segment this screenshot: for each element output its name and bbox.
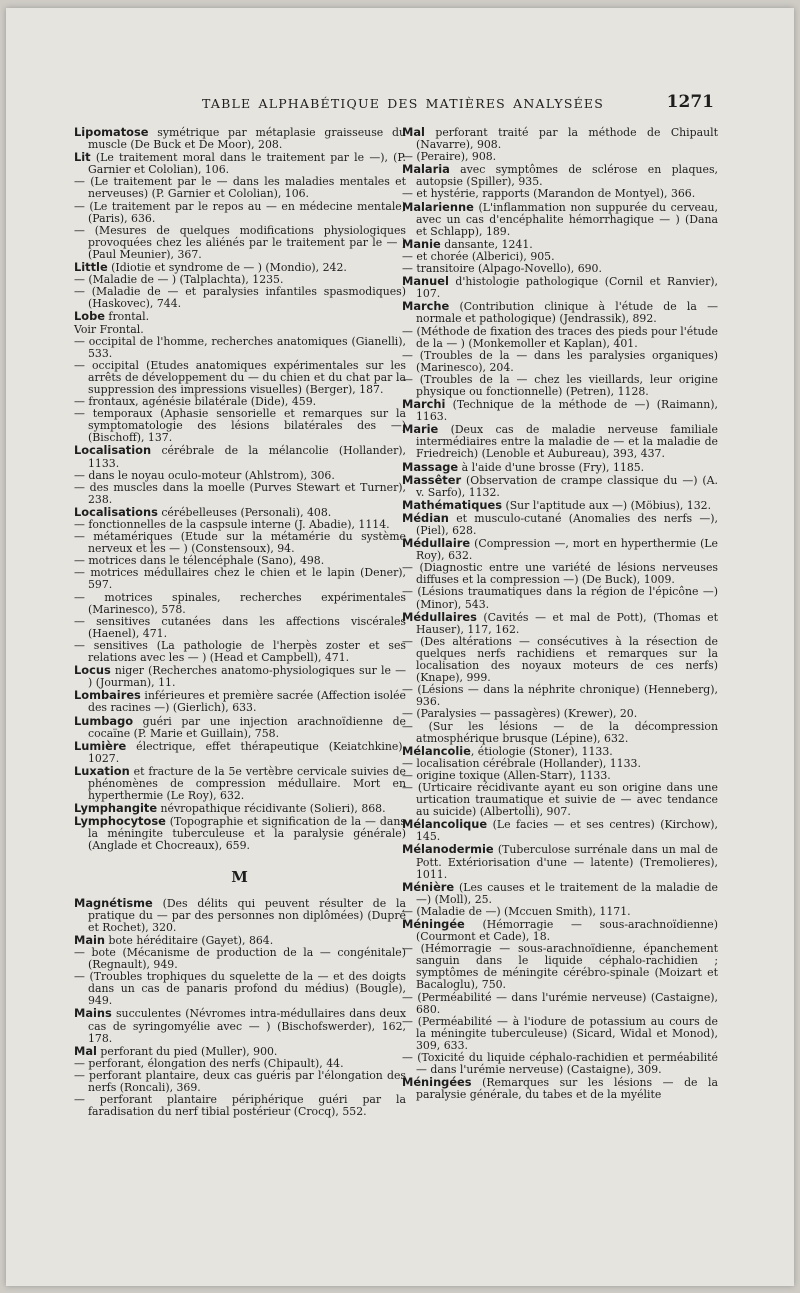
index-entry-text: à l'aide d'une brosse (Fry), 1185.: [458, 460, 645, 474]
index-entry: [74, 176, 406, 200]
index-entry-text: — (Perméabilité — à l'iodure de potassium au cours de la méningite tuberculeuse) (Sicard, Widal et Monod), 309, 633.: [402, 1014, 718, 1052]
index-entry-text: (Hémorragie — sous-arachnoïdienne) (Courmont et Cade), 18.: [416, 918, 718, 944]
index-entry-text: — transitoire (Alpago-Novello), 690.: [402, 262, 602, 276]
index-entry-text: (L'inflammation non suppurée du cerveau, avec un cas d'encéphalite hémorrhagique — ) (Dana et Schlapp), 189.: [416, 200, 718, 238]
index-entry-text: (Des délits qui peuvent résulter de la pratique du — par des personnes non diplômées) (Dupré et Rochet), 320.: [88, 896, 406, 934]
index-entry: [402, 499, 718, 512]
index-entry-text: bote héréditaire (Gayet), 864.: [105, 933, 274, 947]
index-entry-text: — (Toxicité du liquide céphalo-rachidien et perméabilité — dans l'urémie nerveuse) (Castaigne), 309.: [402, 1051, 718, 1077]
index-entry-text: — (Le traitement par le repos au — en médecine mentale) (Paris), 636.: [74, 199, 406, 225]
index-entry: [402, 636, 718, 684]
index-entry-text: — (Troubles de la — dans les paralysies organiques) (Marinesco), 204.: [402, 348, 718, 374]
index-keyword: Lobe: [74, 309, 105, 324]
index-entry: [402, 512, 718, 537]
index-entry-text: d'histologie pathologique (Cornil et Ranvier), 107.: [416, 275, 718, 301]
index-entry-text: , étiologie (Stoner), 1133.: [470, 744, 613, 758]
index-entry-text: — fonctionnelles de la caspsule interne (J. Abadie), 1114.: [74, 518, 390, 531]
index-entry: [402, 843, 718, 880]
index-block-l: [74, 126, 406, 853]
index-entry-text: — (Troubles de la — chez les vieillards, leur origine physique ou fonctionnelle) (Petren), 1128.: [402, 372, 718, 398]
index-entry: [402, 992, 718, 1016]
index-entry-text: — perforant, élongation des nerfs (Chipault), 44.: [74, 1056, 344, 1070]
index-entry-text: succulentes (Névromes intra-médullaires dans deux cas de syringomyélie avec — ) (Bischofswerder), 162, 178.: [88, 1007, 406, 1045]
index-entry-text: (Le facies — et ses centres) (Kirchow), 145.: [416, 818, 718, 844]
index-entry: [402, 881, 718, 906]
index-keyword: Lymphocytose: [74, 814, 166, 829]
index-entry-text: (Le traitement moral dans le traitement par le —), (P. Garnier et Cololian), 106.: [88, 151, 406, 177]
index-entry: [402, 1052, 718, 1076]
index-entry: [74, 225, 406, 261]
index-keyword: Marie: [402, 422, 439, 437]
index-entry-text: — (Paralysies — passagères) (Krewer), 20.: [402, 707, 638, 721]
index-entry-text: — dans le noyau oculo-moteur (Ahlstrom), 306.: [74, 468, 335, 482]
index-entry: [74, 336, 406, 360]
index-entry: [402, 201, 718, 238]
index-entry: [74, 616, 406, 640]
index-entry: [402, 1016, 718, 1052]
index-keyword: Lumière: [74, 738, 127, 753]
index-entry-text: — (Lésions — dans la néphrite chronique) (Henneberg), 936.: [402, 683, 718, 709]
index-keyword: Magnétisme: [74, 895, 153, 910]
page-number: 1271: [666, 92, 714, 112]
index-entry: [74, 640, 406, 664]
index-entry: [402, 326, 718, 350]
index-entry: [74, 1070, 406, 1094]
index-keyword: Manuel: [402, 274, 449, 289]
index-entry: [402, 374, 718, 398]
index-entry: [74, 286, 406, 310]
index-block-m-continued: [402, 126, 718, 1101]
index-entry: [402, 474, 718, 499]
index-entry-text: — et chorée (Alberici), 905.: [402, 249, 555, 263]
index-keyword: Médullaire: [402, 536, 471, 551]
index-entry-text: — (Lésions traumatiques dans la région de l'épicône —) (Minor), 543.: [402, 585, 718, 611]
index-keyword: Mélancolique: [402, 817, 488, 832]
index-entry: [74, 815, 406, 852]
index-entry: [74, 482, 406, 506]
index-entry-text: et musculo-cutané (Anomalies des nerfs —), (Piel), 628.: [416, 511, 718, 537]
index-entry-text: (Remarques sur les lésions — de la paralysie générale, du tabes et de la myélite: [416, 1076, 718, 1102]
index-entry-text: guéri par une injection arachnoïdienne de cocaïne (P. Marie et Guillain), 758.: [88, 714, 406, 740]
index-keyword: Manie: [402, 236, 441, 251]
index-keyword: Localisations: [74, 504, 158, 519]
index-entry-text: — (Maladie de — et paralysies infantiles spasmodiques) (Haskovec), 744.: [74, 285, 406, 311]
index-entry-text: — (Méthode de fixation des traces des pieds pour l'étude de la — ) (Monkemoller et Kaplan), 401.: [402, 324, 718, 350]
index-keyword: Méningées: [402, 1075, 472, 1090]
index-keyword: Méningée: [402, 917, 465, 931]
index-entry-text: — (Maladie de — ) (Talplachta), 1235.: [74, 273, 284, 287]
index-keyword: Ménière: [402, 879, 455, 894]
index-entry-text: — motrices spinales, recherches expérimentales (Marinesco), 578.: [74, 590, 406, 616]
index-keyword: Massêter: [402, 472, 462, 487]
index-keyword: Mélanodermie: [402, 842, 494, 857]
index-entry-text: — sensitives (La pathologie de l'herpès zoster et ses relations avec les — ) (Head et Campbell), 471.: [74, 638, 406, 665]
right-column: [402, 126, 718, 1101]
index-keyword: Marchi: [402, 397, 446, 412]
index-entry: [74, 740, 406, 765]
index-entry-text: Voir Frontal.: [74, 322, 144, 336]
index-entry: [402, 263, 718, 275]
index-entry: [74, 151, 406, 176]
index-entry-text: — origine toxique (Allen-Starr), 1133.: [402, 768, 611, 782]
index-entry-text: — frontaux, agénésie bilatérale (Dide), 459.: [74, 395, 317, 409]
index-entry-text: (Idiotie et syndrome de — ) (Mondio), 242.: [107, 261, 347, 275]
index-keyword: Localisation: [74, 443, 152, 458]
index-entry-text: (Cavités — et mal de Pott), (Thomas et Hauser), 117, 162.: [416, 610, 718, 636]
index-entry-text: (Sur l'aptitude aux —) (Möbius), 132.: [501, 498, 712, 512]
index-keyword: Mains: [74, 1006, 112, 1021]
index-entry-text: — localisation cérébrale (Hollander), 1133.: [402, 756, 641, 770]
section-letter-m: M: [231, 867, 249, 886]
index-entry-text: symétrique par métaplasie graisseuse du muscle (De Buck et De Moor), 208.: [88, 126, 406, 152]
index-keyword: Lipomatose: [74, 125, 149, 139]
index-entry-text: — motrices médullaires chez le chien et le lapin (Dener), 597.: [74, 566, 406, 592]
index-entry-text: perforant du pied (Muller), 900.: [96, 1044, 278, 1058]
index-entry: [402, 918, 718, 943]
index-entry-text: — sensitives cutanées dans les affections viscérales (Haenel), 471.: [74, 614, 406, 640]
index-entry-text: — (Le traitement par le — dans les maladies mentales et nerveuses) (P. Garnier et Cololian), 106.: [74, 175, 406, 201]
index-entry-text: — métamériques (Etude sur la métamérie du système nerveux et les — ) (Constensoux), 94.: [74, 530, 406, 556]
index-entry: [74, 126, 406, 151]
index-entry-text: et fracture de la 5e vertèbre cervicale suivies de phénomènes de compression médullaire. Mort en hyperthermie (Le Roy), 632.: [88, 764, 406, 803]
index-entry: [402, 782, 718, 818]
index-keyword: Mathématiques: [402, 497, 502, 512]
index-entry-text: frontal.: [104, 310, 150, 324]
index-entry: [402, 721, 718, 745]
page-header: [6, 92, 794, 116]
index-entry-text: (Topographie et signification de la — dans la méningite tuberculeuse et la paralysie générale) (Anglade et Chocreaux), 659.: [88, 815, 406, 853]
index-entry: [402, 1076, 718, 1101]
index-entry-text: (Deux cas de maladie nerveuse familiale intermédiaires entre la maladie de — et la maladie de Friedreich) (Lenoble et Aubureau), 393, 437.: [416, 423, 718, 461]
index-entry: [402, 943, 718, 991]
index-entry: [74, 1007, 406, 1044]
index-entry-text: cérébelleuses (Personali), 408.: [157, 505, 332, 519]
index-entry-text: — (Hémorragie — sous-arachnoïdienne, épanchement sanguin dans le liquide céphalo-rachidien ; symptômes de méningite cérébro-spinale (Moizart et Bacaloglu), 750.: [402, 942, 718, 992]
index-entry-text: — motrices dans le télencéphale (Sano), 498.: [74, 554, 325, 568]
index-entry: [402, 684, 718, 708]
index-entry: [402, 398, 718, 423]
index-entry: [402, 537, 718, 562]
index-entry: [74, 765, 406, 802]
index-keyword: Little: [74, 260, 108, 275]
index-block-m: [74, 897, 406, 1119]
index-keyword: Lombaires: [74, 688, 141, 703]
index-entry-text: niger (Recherches anatomo-physiologiques sur le — ) (Jourman), 11.: [88, 664, 406, 690]
index-entry: [74, 1094, 406, 1118]
index-entry-text: — (Mesures de quelques modifications physiologiques provoquées chez les aliénés par le traitement par le — ) (Paul Meunier), 367.: [74, 223, 406, 261]
index-keyword: Mélancolie: [402, 743, 471, 758]
index-entry: [74, 444, 406, 469]
index-entry-text: — perforant plantaire périphérique guéri par la faradisation du nerf tibial postérieur (Crocq), 552.: [74, 1093, 406, 1119]
index-entry: [74, 360, 406, 396]
index-entry-text: — occipital de l'homme, recherches anatomiques (Gianelli), 533.: [74, 334, 406, 360]
index-entry: [402, 818, 718, 843]
index-keyword: Locus: [74, 663, 111, 678]
index-entry-text: (Compression —, mort en hyperthermie (Le Roy), 632.: [416, 537, 718, 563]
index-entry: [74, 947, 406, 971]
index-entry-text: électrique, effet thérapeutique (Keiatchkine), 1027.: [88, 739, 406, 765]
index-entry: [74, 201, 406, 225]
index-entry: [74, 971, 406, 1007]
index-keyword: Malarienne: [402, 199, 474, 214]
index-entry-text: — bote (Mécanisme de production de la — congénitale) (Regnault), 949.: [74, 946, 406, 972]
index-entry-text: — (Troubles trophiques du squelette de la — et des doigts dans un cas de panaris profond du médius) (Bougle), 949.: [74, 970, 406, 1008]
index-keyword: Lumbago: [74, 713, 134, 728]
index-entry: [74, 897, 406, 934]
index-entry: [74, 567, 406, 591]
index-keyword: Médullaires: [402, 609, 477, 624]
index-entry-text: — occipital (Etudes anatomiques expérimentales sur les arrêts de développement du — du chien et du chat par la suppression des impressions visuelles) (Berger), 187.: [74, 358, 406, 396]
index-entry: [402, 586, 718, 610]
index-entry-text: (Observation de crampe classique du —) (A. v. Sarfo), 1132.: [416, 473, 718, 499]
index-entry-text: (Les causes et le traitement de la maladie de —) (Moll), 25.: [416, 880, 718, 906]
index-entry-text: inférieures et première sacrée (Affection isolée des racines —) (Gierlich), 633.: [88, 689, 406, 715]
index-entry-text: avec symptômes de sclérose en plaques, autopsie (Spiller), 935.: [416, 163, 718, 189]
index-keyword: Lit: [74, 150, 91, 165]
index-entry: [74, 408, 406, 444]
index-entry: [74, 689, 406, 714]
index-entry: [402, 562, 718, 586]
index-entry-text: — et hystérie, rapports (Marandon de Montyel), 366.: [402, 187, 696, 201]
index-entry: [402, 275, 718, 300]
running-title: TABLE ALPHABÉTIQUE DES MATIÈRES ANALYSÉES: [202, 96, 605, 111]
index-entry-text: dansante, 1241.: [440, 237, 533, 251]
document-page: [6, 8, 794, 1286]
index-keyword: Malaria: [402, 162, 450, 177]
index-entry-text: (Technique de la méthode de —) (Raimann), 1163.: [416, 398, 718, 424]
index-keyword: Massage: [402, 459, 459, 474]
index-entry-text: — temporaux (Aphasie sensorielle et remarques sur la symptomatologie des lésions bilatérales des —) (Bischoff), 137.: [74, 407, 406, 445]
index-entry: [74, 531, 406, 555]
index-entry-text: — (Urticaire récidivante ayant eu son origine dans une urtication traumatique et suivie de — avec tendance au suicide) (Albertolli), 907.: [402, 780, 718, 819]
left-column: [74, 126, 406, 1118]
index-entry-text: cérébrale de la mélancolie (Hollander), 1133.: [88, 444, 406, 470]
index-entry: [402, 611, 718, 636]
index-entry: [402, 423, 718, 460]
index-entry: [402, 126, 718, 151]
index-entry-text: (Tuberculose surrénale dans un mal de Pott. Extériorisation d'une — latente) (Tremolieres), 1011.: [416, 843, 718, 881]
index-entry: [74, 715, 406, 740]
index-entry-text: névropathique récidivante (Solieri), 868.: [157, 802, 386, 816]
index-keyword: Marche: [402, 299, 450, 314]
index-entry-text: — perforant plantaire, deux cas guéris par l'élongation des nerfs (Roncali), 369.: [74, 1068, 406, 1095]
index-entry-text: — (Des altérations — consécutives à la résection de quelques nerfs rachidiens et remarques sur la localisation des noyaux moteurs de ces nerfs) (Knape), 999.: [402, 634, 718, 685]
index-keyword: Mal: [74, 1043, 97, 1058]
index-entry: [74, 592, 406, 616]
index-keyword: Main: [74, 932, 106, 947]
index-entry: [402, 350, 718, 374]
index-keyword: Luxation: [74, 763, 130, 778]
index-entry-text: — des muscles dans la moelle (Purves Stewart et Turner), 238.: [74, 480, 406, 506]
index-entry-text: — (Diagnostic entre une variété de lésions nerveuses diffuses et la compression —) (De Buck), 1009.: [402, 561, 718, 587]
index-keyword: Lymphangite: [74, 801, 158, 816]
index-entry-text: perforant traité par la méthode de Chipault (Navarre), 908.: [416, 126, 718, 152]
index-entry: [402, 163, 718, 188]
index-keyword: Médian: [402, 510, 449, 525]
index-entry: [74, 664, 406, 689]
index-entry-text: (Contribution clinique à l'étude de la — normale et pathologique) (Jendrassik), 892.: [416, 300, 718, 326]
index-entry-text: — (Peraire), 908.: [402, 150, 497, 164]
index-entry-text: — (Maladie de —) (Mccuen Smith), 1171.: [402, 904, 631, 918]
index-entry: [402, 300, 718, 325]
index-entry-text: — (Perméabilité — dans l'urémie nerveuse) (Castaigne), 680.: [402, 990, 718, 1016]
index-entry-text: — (Sur les lésions — de la décompression atmosphérique brusque (Lépine), 632.: [402, 719, 718, 745]
index-keyword: Mal: [402, 125, 425, 139]
